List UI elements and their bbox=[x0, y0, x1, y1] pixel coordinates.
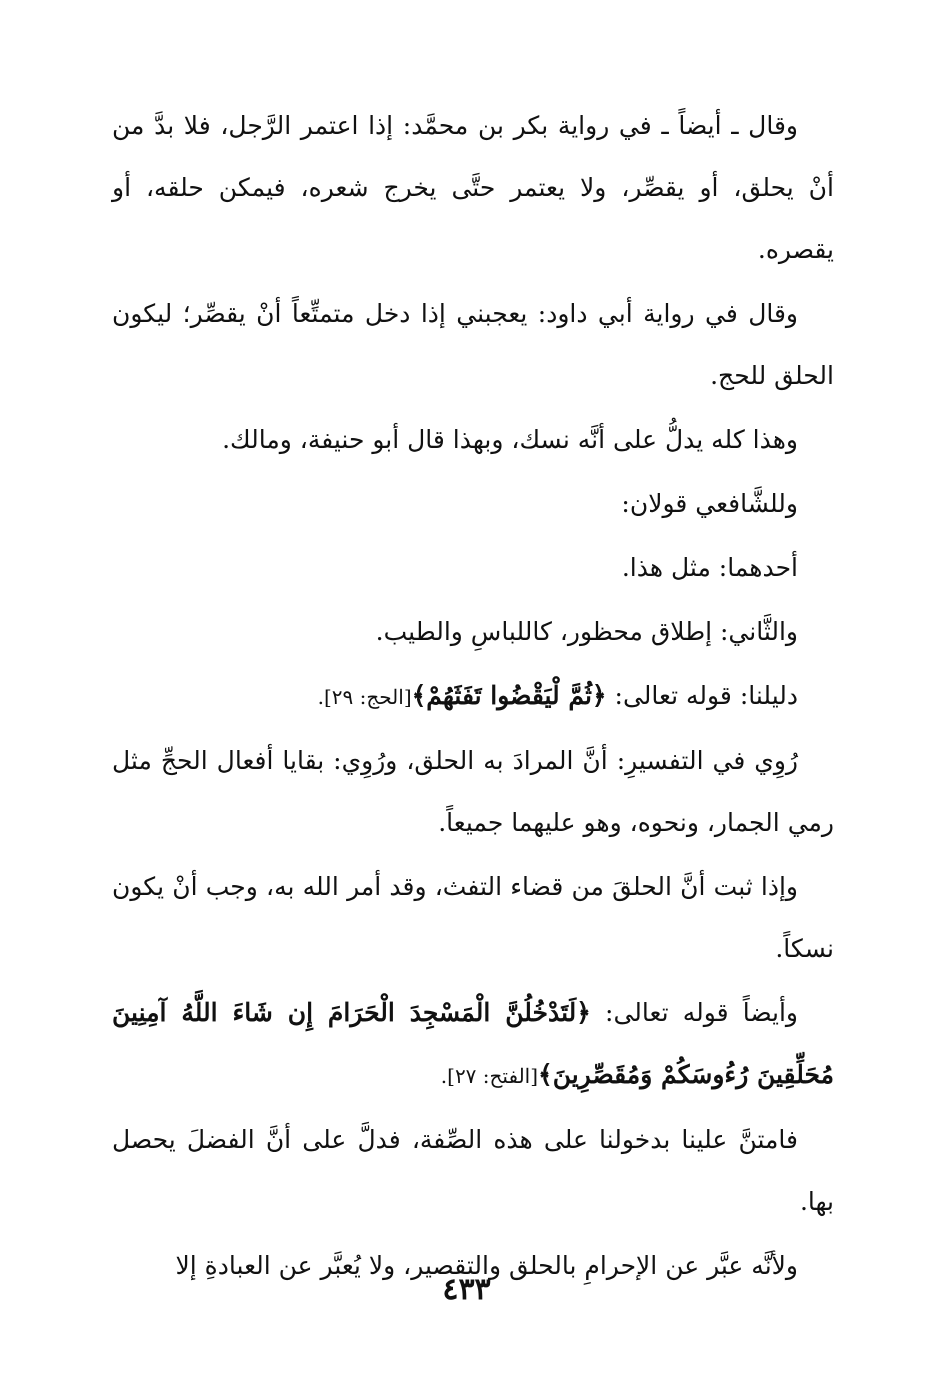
evidence-paragraph bbox=[112, 665, 834, 728]
paragraph: وهذا كله يدلُّ على أنَّه نسك، وبهذا قال أبو حنيفة، ومالك. bbox=[222, 425, 798, 454]
quran-verse: ﴿ثُمَّ لْيَقْضُوا تَفَثَهُمْ﴾ bbox=[411, 681, 607, 710]
paragraph: وقال في رواية أبي داود: يعجبني إذا دخل متمتِّعاً أنْ يقصِّر؛ ليكون الحلق للحج. bbox=[112, 299, 834, 390]
page-body bbox=[112, 95, 834, 1299]
paragraph: رُوِي في التفسيرِ: أنَّ المرادَ به الحلق، ورُوِي: بقايا أفعال الحجِّ مثل رمي الجمار، ونحوه، وهو عليهما جميعاً. bbox=[112, 746, 834, 837]
page-number: ٤٣٣ bbox=[442, 1272, 491, 1307]
evidence-paragraph bbox=[112, 982, 834, 1107]
paragraph: وللشَّافعي قولان: bbox=[621, 489, 798, 518]
paragraph: والثَّاني: إطلاق محظور، كاللباسِ والطيب. bbox=[375, 617, 798, 646]
paragraph: فامتنَّ علينا بدخولنا على هذه الصِّفة، فدلَّ على أنَّ الفضلَ يحصل بها. bbox=[112, 1125, 834, 1216]
paragraph: ولأنَّه عبَّر عن الإحرامِ بالحلق والتقصير، ولا يُعبَّر عن العبادةِ إلا bbox=[175, 1251, 798, 1280]
paragraph: وقال ـ أيضاً ـ في رواية بكر بن محمَّد: إذا اعتمر الرَّجل، فلا بدَّ من أنْ يحلق، أو يقصِّر، ولا يعتمر حتَّى يخرج شعره، فيمكن حلقه، أو يقصره. bbox=[112, 111, 834, 264]
paragraph: وإذا ثبت أنَّ الحلقَ من قضاء التفث، وقد أمر الله به، وجب أنْ يكون نسكاً. bbox=[112, 872, 834, 963]
evidence-intro: وأيضاً قوله تعالى: bbox=[590, 998, 798, 1027]
paragraph: أحدهما: مثل هذا. bbox=[621, 553, 798, 582]
quran-verse: ﴿لَتَدْخُلُنَّ الْمَسْجِدَ الْحَرَامَ إِن شَاءَ اللَّهُ آمِنِينَ مُحَلِّقِينَ رُءُوسَكُمْ وَمُقَصِّرِينَ﴾ bbox=[112, 998, 834, 1089]
evidence-intro: دليلنا: قوله تعالى: bbox=[606, 681, 798, 710]
verse-reference: [الفتح: ٢٧]. bbox=[440, 1064, 539, 1088]
verse-reference: [الحج: ٢٩]. bbox=[317, 685, 412, 709]
